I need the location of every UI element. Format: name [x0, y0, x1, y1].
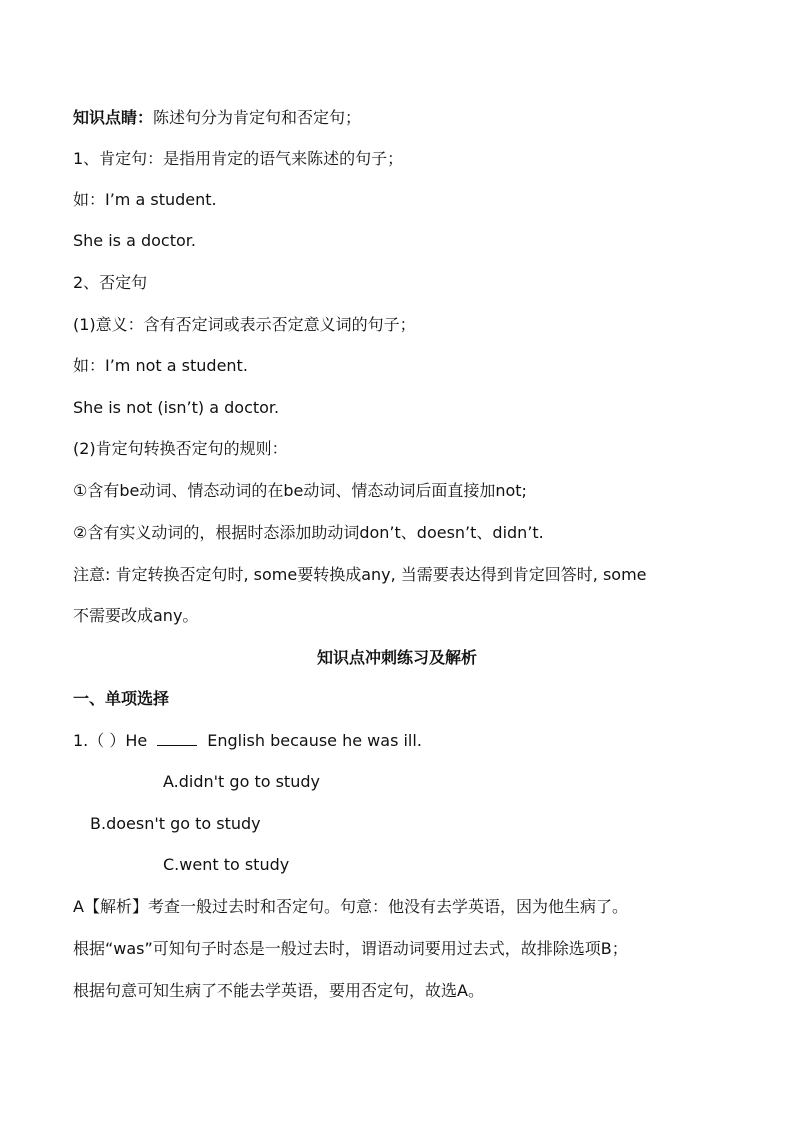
question-1 [73, 730, 754, 752]
analysis-line-3: 根据句意可知生病了不能去学英语，要用否定句，故选A。 [73, 981, 484, 1000]
section-title: 一、单项选择 [73, 689, 170, 708]
option-b: B.doesn't go to study [90, 814, 261, 833]
question-1-suffix: English because he was ill. [207, 731, 422, 750]
intro-label: 知识点睛： [73, 108, 154, 127]
rule-1: ①含有be动词、情态动词的在be动词、情态动词后面直接加not; [73, 481, 527, 500]
note-line-1: 注意: 肯定转换否定句时, some要转换成any, 当需要表达得到肯定回答时, some [73, 565, 647, 584]
rules-title: (2)肯定句转换否定句的规则： [73, 439, 288, 458]
option-c: C.went to study [163, 855, 290, 874]
note-line-2: 不需要改成any。 [73, 606, 199, 625]
analysis-line-1: A【解析】考查一般过去时和否定句。句意：他没有去学英语，因为他生病了。 [73, 897, 628, 916]
intro-text: 陈述句分为肯定句和否定句； [153, 108, 362, 127]
negative-example-1: 如：I’m not a student. [73, 356, 248, 375]
option-a: A.didn't go to study [163, 772, 320, 791]
affirmative-title: 1、肯定句：是指用肯定的语气来陈述的句子； [73, 149, 404, 168]
answer-blank [157, 731, 197, 746]
affirmative-example-1: 如：I’m a student. [73, 190, 217, 209]
intro-line [73, 107, 754, 129]
practice-heading: 知识点冲刺练习及解析 [316, 648, 477, 667]
question-1-prefix: 1.（ ）He [73, 731, 148, 750]
affirmative-example-2: She is a doctor. [73, 231, 196, 250]
negative-meaning: (1)意义：含有否定词或表示否定意义词的句子； [73, 315, 416, 334]
negative-title: 2、否定句 [73, 273, 148, 292]
negative-example-2: She is not (isn’t) a doctor. [73, 398, 280, 417]
rule-2: ②含有实义动词的，根据时态添加助动词don’t、doesn’t、didn’t. [73, 523, 544, 542]
analysis-line-2: 根据“was”可知句子时态是一般过去时，谓语动词要用过去式，故排除选项B； [73, 939, 628, 958]
